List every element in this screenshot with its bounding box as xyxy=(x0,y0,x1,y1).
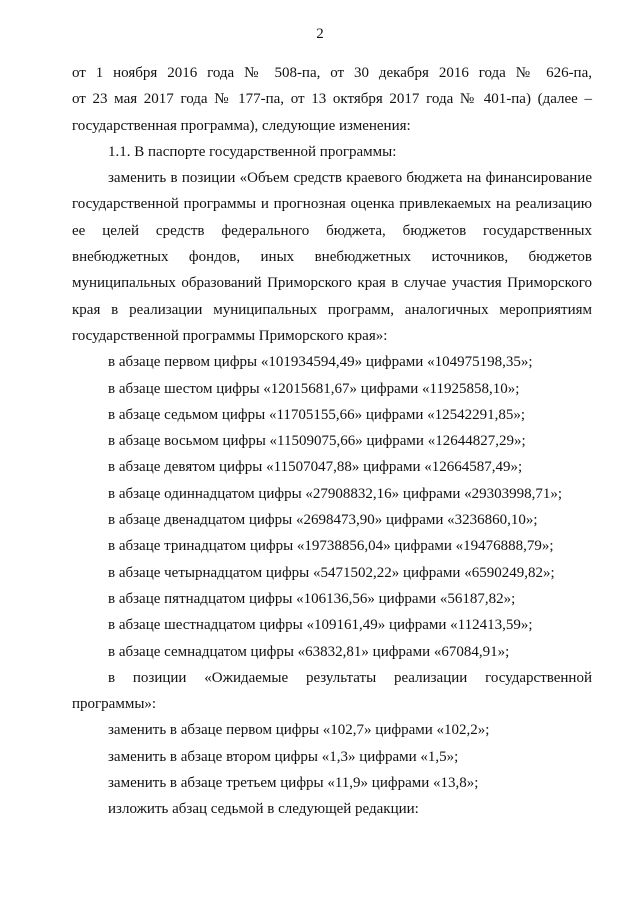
replace-intro-line: ее целей средств федерального бюджета, бюджетов государственных xyxy=(72,222,592,239)
replace-intro-line: муниципальных образований Приморского края в случае участия Приморского xyxy=(72,275,592,292)
list-item: в абзаце шестом цифры «12015681,67» цифрами «11925858,10»; xyxy=(108,380,520,397)
list-item: в абзаце пятнадцатом цифры «106136,56» цифрами «56187,82»; xyxy=(108,590,516,607)
list-item: в абзаце первом цифры «101934594,49» цифрами «104975198,35»; xyxy=(108,354,533,371)
list-item: в абзаце девятом цифры «11507047,88» цифрами «12664587,49»; xyxy=(108,459,523,476)
list-item: в абзаце шестнадцатом цифры «109161,49» цифрами «112413,59»; xyxy=(108,617,533,634)
list-item: изложить абзац седьмой в следующей редакции: xyxy=(108,801,419,818)
section-heading: 1.1. В паспорте государственной программы: xyxy=(108,143,397,160)
replace-intro-line: заменить в позиции «Объем средств краевого бюджета на финансирование xyxy=(108,170,592,187)
list-item: заменить в абзаце третьем цифры «11,9» цифрами «13,8»; xyxy=(108,775,479,792)
list-item: в абзаце седьмом цифры «11705155,66» цифрами «12542291,85»; xyxy=(108,406,526,423)
page-number: 2 xyxy=(316,26,324,42)
list-item: в абзаце семнадцатом цифры «63832,81» цифрами «67084,91»; xyxy=(108,643,510,660)
list-item: заменить в абзаце втором цифры «1,3» цифрами «1,5»; xyxy=(108,748,459,765)
paragraph-replacements-list xyxy=(72,349,592,665)
list-item: в абзаце восьмом цифры «11509075,66» цифрами «12644827,29»; xyxy=(108,433,526,450)
intro-paragraph xyxy=(72,60,592,139)
position-line: программы»: xyxy=(72,696,157,713)
intro-line: от 23 мая 2017 года № 177-па, от 13 октября 2017 года № 401-па) (далее – xyxy=(72,91,592,108)
replace-intro-line: государственной программы Приморского края»: xyxy=(72,327,388,344)
intro-line: государственная программа), следующие изменения: xyxy=(72,117,411,134)
list-item: в абзаце тринадцатом цифры «19738856,04» цифрами «19476888,79»; xyxy=(108,538,554,555)
replace-intro-line: внебюджетных фондов, иных внебюджетных источников, бюджетов xyxy=(72,249,592,266)
list-item: в абзаце четырнадцатом цифры «5471502,22» цифрами «6590249,82»; xyxy=(108,564,555,581)
document-body xyxy=(72,60,592,823)
list-item: в абзаце одиннадцатом цифры «27908832,16» цифрами «29303998,71»; xyxy=(108,485,563,502)
replace-intro-line: государственной программы и прогнозная оценка привлекаемых на реализацию xyxy=(72,196,592,213)
replace-intro-line: края в реализации муниципальных программ, аналогичных мероприятиям xyxy=(72,301,592,318)
replace-intro-paragraph xyxy=(72,165,592,349)
list-item: в абзаце двенадцатом цифры «2698473,90» цифрами «3236860,10»; xyxy=(108,512,538,529)
position-line: в позиции «Ожидаемые результаты реализации государственной xyxy=(108,669,592,686)
intro-line: от 1 ноября 2016 года № 508-па, от 30 декабря 2016 года № 626-па, xyxy=(72,65,592,81)
position-paragraph xyxy=(72,665,592,718)
result-replacements-list xyxy=(72,717,592,822)
list-item: заменить в абзаце первом цифры «102,7» цифрами «102,2»; xyxy=(108,722,490,739)
